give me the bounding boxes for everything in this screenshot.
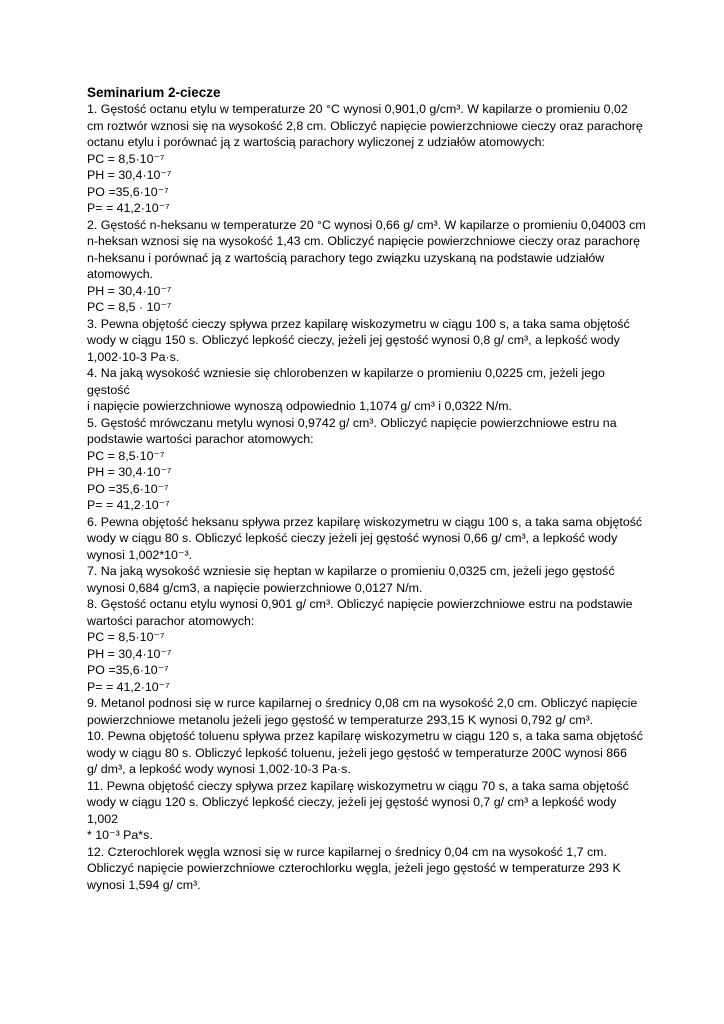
text-line: 6. Pewna objętość heksanu spływa przez kapilarę wiskozymetru w ciągu 100 s, a taka sama objętość <box>87 514 643 529</box>
text-line: n-heksanu i porównać ją z wartością parachory tego związku uzyskaną na podstawie udziałów <box>87 250 605 265</box>
text-line: cm roztwór wznosi się na wysokość 2,8 cm. Obliczyć napięcie powierzchniowe cieczy oraz parachorę <box>87 118 643 133</box>
text-line: 8. Gęstość octanu etylu wynosi 0,901 g/ cm³. Obliczyć napięcie powierzchniowe estru na podstawie <box>87 597 633 611</box>
text-line: wartości parachor atomowych: <box>87 613 255 628</box>
text-line: PC = 8,5·10⁻⁷ <box>87 630 165 644</box>
text-line: wody w ciągu 150 s. Obliczyć lepkość cieczy, jeżeli jej gęstość wynosi 0,8 g/ cm³, a lepkość wody <box>87 333 620 347</box>
text-line: 10. Pewna objętość toluenu spływa przez kapilarę wiskozymetru w ciągu 120 s, a taka sama objętość <box>87 729 643 743</box>
text-line: PO =35,6·10⁻⁷ <box>87 481 169 496</box>
text-line: 1,002·10-3 Pa·s. <box>87 349 180 364</box>
text-line: 12. Czterochlorek węgla wznosi się w rurce kapilarnej o średnicy 0,04 cm na wysokość 1,7 cm. <box>87 844 607 859</box>
text-line: 9. Metanol podnosi się w rurce kapilarnej o średnicy 0,08 cm na wysokość 2,0 cm. Obliczyć napięcie <box>87 696 638 710</box>
text-line: 3. Pewna objętość cieczy spływa przez kapilarę wiskozymetru w ciągu 100 s, a taka sama objętość <box>87 316 630 331</box>
text-line: PH = 30,4·10⁻⁷ <box>87 646 172 661</box>
text-line: PC = 8,5 · 10⁻⁷ <box>87 300 172 314</box>
text-line: PC = 8,5·10⁻⁷ <box>87 448 165 463</box>
text-line: 2. Gęstość n-heksanu w temperaturze 20 °C wynosi 0,66 g/ cm³. W kapilarze o promieniu 0,04003 cm <box>87 217 646 232</box>
text-line: 5. Gęstość mrówczanu metylu wynosi 0,9742 g/ cm³. Obliczyć napięcie powierzchniowe estru na <box>87 415 617 430</box>
text-line: Obliczyć napięcie powierzchniowe czterochlorku węgla, jeżeli jego gęstość w temperaturze 293 K <box>87 861 621 875</box>
text-line: 4. Na jaką wysokość wzniesie się chlorobenzen w kapilarze o promieniu 0,0225 cm, jeżeli jego gęstość <box>87 366 605 397</box>
text-line: 11. Pewna objętość cieczy spływa przez kapilarę wiskozymetru w ciągu 70 s, a taka sama objętość <box>87 778 629 793</box>
text-line: * 10⁻³ Pa*s. <box>87 828 153 842</box>
text-line: octanu etylu i porównać ją z wartością parachory wyliczonej z udziałów atomowych: <box>87 135 545 149</box>
text-line: g/ dm³, a lepkość wody wynosi 1,002·10-3 Pa·s. <box>87 762 351 776</box>
text-line: PC = 8,5·10⁻⁷ <box>87 151 165 166</box>
text-line: P= = 41,2·10⁻⁷ <box>87 201 170 215</box>
text-line: powierzchniowe metanolu jeżeli jego gęstość w temperaturze 293,15 K wynosi 0,792 g/ cm³. <box>87 712 594 727</box>
text-line: atomowych. <box>87 267 154 281</box>
text-line: PO =35,6·10⁻⁷ <box>87 184 169 199</box>
text-line: PO =35,6·10⁻⁷ <box>87 663 169 677</box>
text-line: wynosi 1,002*10⁻³. <box>87 547 193 562</box>
text-line: wody w ciągu 80 s. Obliczyć lepkość toluenu, jeżeli jego gęstość w temperaturze 200C wynosi 866 <box>87 745 627 760</box>
text-line: P= = 41,2·10⁻⁷ <box>87 679 170 694</box>
text-line: i napięcie powierzchniowe wynoszą odpowiednio 1,1074 g/ cm³ i 0,0322 N/m. <box>87 399 512 413</box>
text-line: PH = 30,4·10⁻⁷ <box>87 465 172 479</box>
document-title: Seminarium 2-ciecze <box>87 85 221 100</box>
document-body <box>87 84 647 893</box>
text-line: 1. Gęstość octanu etylu w temperaturze 20 °C wynosi 0,901,0 g/cm³. W kapilarze o promieniu 0,02 <box>87 102 628 116</box>
text-line: 7. Na jaką wysokość wzniesie się heptan w kapilarze o promieniu 0,0325 cm, jeżeli jego gęstość <box>87 564 615 578</box>
text-line: podstawie wartości parachor atomowych: <box>87 432 314 446</box>
text-lines <box>87 101 647 893</box>
text-line: wody w ciągu 120 s. Obliczyć lepkość cieczy, jeżeli jej gęstość wynosi 0,7 g/ cm³ a lepkość wody 1,002 <box>87 795 617 826</box>
text-line: n-heksan wznosi się na wysokość 1,43 cm. Obliczyć napięcie powierzchniowe cieczy oraz parachorę <box>87 234 641 248</box>
text-line: PH = 30,4·10⁻⁷ <box>87 283 172 298</box>
text-line: wynosi 1,594 g/ cm³. <box>87 877 201 892</box>
text-line: PH = 30,4·10⁻⁷ <box>87 168 172 182</box>
text-line: wody w ciągu 80 s. Obliczyć lepkość cieczy jeżeli jej gęstość wynosi 0,66 g/ cm³, a lepkość wody <box>87 531 618 545</box>
text-line: wynosi 0,684 g/cm3, a napięcie powierzchniowe 0,0127 N/m. <box>87 580 423 595</box>
text-line: P= = 41,2·10⁻⁷ <box>87 498 170 512</box>
